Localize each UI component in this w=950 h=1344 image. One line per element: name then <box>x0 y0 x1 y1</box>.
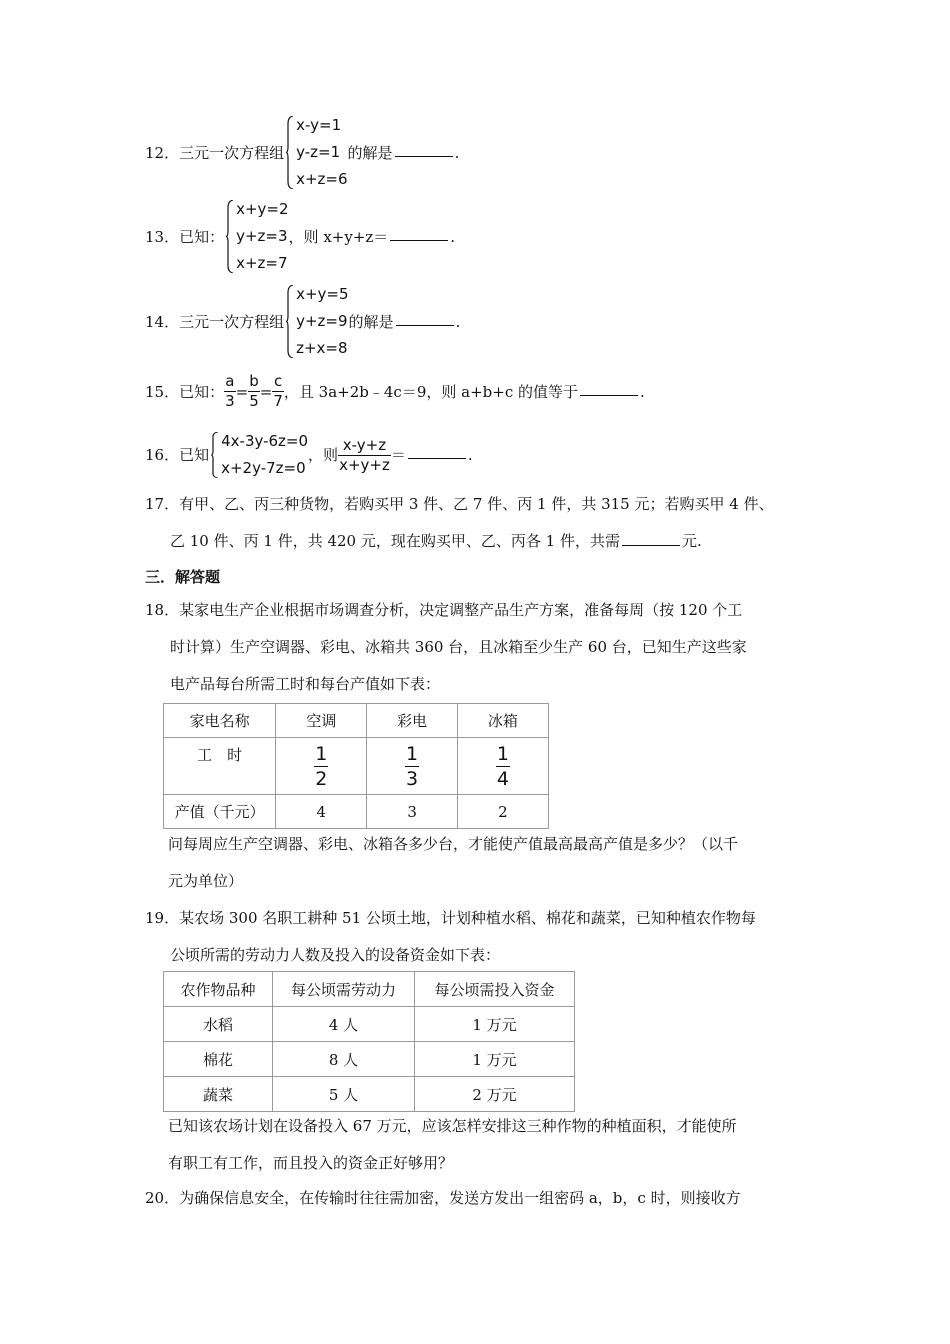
table-row-label: 产值（千元） <box>164 795 276 829</box>
question-12 <box>145 112 459 193</box>
q14-text: 三元一次方程组 <box>179 312 285 331</box>
q16-number: 16． <box>145 446 180 464</box>
q13-number: 13． <box>145 227 180 246</box>
q19-line-1: 19．某农场 300 名职工耕种 51 公顷土地，计划种植水稻、棉花和蔬菜，已知种植农作物每 <box>145 909 756 927</box>
table-cell: 蔬菜 <box>164 1077 273 1112</box>
table-cell: $\frac{1}{2}$ <box>276 738 367 795</box>
q15-answer-blank[interactable] <box>580 379 638 396</box>
table-header: 空调 <box>276 704 367 738</box>
q16-mid: ，则 <box>308 446 339 464</box>
q15-text: 已知： <box>179 382 225 401</box>
q15-frac-b: $\frac{b}{5}$ <box>249 372 259 410</box>
table-cell: 3 <box>367 795 457 829</box>
q19-note-line-1: 已知该农场计划在设备投入 67 万元，应该怎样安排这三种作物的种植面积，才能使所 <box>168 1117 737 1135</box>
q16-answer-blank[interactable] <box>408 442 466 459</box>
section-heading: 三．解答题 <box>145 568 221 586</box>
q19-line-2: 公顷所需的劳动力人数及投入的设备资金如下表： <box>170 946 501 964</box>
q13-equation-system <box>226 196 288 277</box>
q16-eq-2: x+2y-7z=0 <box>221 459 306 477</box>
q12-eq-1: x-y=1 <box>296 116 342 134</box>
q15-frac-a: $\frac{a}{3}$ <box>225 372 235 410</box>
table-header: 农作物品种 <box>164 972 273 1007</box>
q15-frac-c: $\frac{c}{7}$ <box>273 372 283 410</box>
table-cell: 8 人 <box>273 1042 415 1077</box>
q14-answer-blank[interactable] <box>396 309 454 326</box>
q12-eq-2: y-z=1 <box>296 143 341 161</box>
q12-eq-3: x+z=6 <box>296 170 348 188</box>
q16-text: 已知 <box>179 446 210 464</box>
q12-after: 的解是 <box>347 143 393 162</box>
q18-line-3: 电产品每台所需工时和每台产值如下表： <box>170 675 441 693</box>
q17-answer-blank[interactable] <box>622 529 680 546</box>
q16-end: . <box>467 446 473 464</box>
q18-note <box>168 826 813 900</box>
q16-after: ＝ <box>390 446 406 464</box>
table-cell: 水稻 <box>164 1007 273 1042</box>
table-cell: 1 万元 <box>415 1042 575 1077</box>
q17-line-1: 17．有甲、乙、丙三种货物，若购买甲 3 件、乙 7 件、丙 1 件，共 315 元；若购买甲 4 件、 <box>145 495 774 513</box>
q12-end: . <box>454 143 460 162</box>
q15-number: 15． <box>145 382 180 401</box>
table-row-label: 工 时 <box>164 738 276 795</box>
question-16 <box>145 428 473 482</box>
q16-fraction: $\frac{x-y+z}{x+y+z}$ <box>339 435 390 474</box>
q15-end: . <box>639 382 645 401</box>
table-cell: 棉花 <box>164 1042 273 1077</box>
table-header: 彩电 <box>367 704 457 738</box>
q14-eq-3: z+x=8 <box>296 339 348 357</box>
q13-text: 已知： <box>179 227 225 246</box>
q14-eq-2: y+z=9 <box>296 312 348 330</box>
left-brace-icon <box>286 116 294 189</box>
q19-note <box>168 1108 813 1182</box>
left-brace-icon <box>226 200 234 273</box>
q19-note-line-2: 有职工有工作，而且投入的资金正好够用？ <box>168 1154 454 1172</box>
q18-line-2: 时计算）生产空调器、彩电、冰箱共 360 台，且冰箱至少生产 60 台，已知生产这些家 <box>170 638 747 656</box>
table-cell: 4 <box>276 795 367 829</box>
question-14 <box>145 281 460 362</box>
question-19 <box>145 900 810 974</box>
table-header: 每公顷需劳动力 <box>273 972 415 1007</box>
question-18 <box>145 592 810 703</box>
q13-eq-2: y+z=3 <box>236 227 288 245</box>
table-header: 家电名称 <box>164 704 276 738</box>
question-15: 15．已知： $\frac{a}{3}$ = $\frac{b}{5}$ = $\frac{c}{7}$ ，且 3a+2b﹣4c＝9，则 a+b+c 的值等于 . <box>145 372 645 410</box>
table-cell: 5 人 <box>273 1077 415 1112</box>
q15-after: ，且 3a+2b﹣4c＝9，则 a+b+c 的值等于 <box>283 382 578 401</box>
left-brace-icon <box>211 432 219 478</box>
q14-eq-1: x+y=5 <box>296 285 349 303</box>
table-cell: 2 万元 <box>415 1077 575 1112</box>
question-13 <box>145 196 455 277</box>
q17-line-2: 乙 10 件、丙 1 件，共 420 元，现在购买甲、乙、丙各 1 件，共需 元. <box>145 523 810 560</box>
q14-number: 14． <box>145 312 180 331</box>
q13-answer-blank[interactable] <box>390 224 448 241</box>
q16-eq-1: 4x-3y-6z=0 <box>221 432 309 450</box>
q12-answer-blank[interactable] <box>395 140 453 157</box>
q13-eq-3: x+z=7 <box>236 254 288 272</box>
table-cell: 1 万元 <box>415 1007 575 1042</box>
table-cell: $\frac{1}{3}$ <box>367 738 457 795</box>
q18-line-1: 18．某家电生产企业根据市场调查分析，决定调整产品生产方案，准备每周（按 120 个工 <box>145 601 743 619</box>
table-header: 冰箱 <box>457 704 548 738</box>
q19-table <box>163 971 575 1112</box>
q18-table <box>163 703 549 829</box>
q12-equation-system <box>286 112 347 193</box>
q14-equation-system <box>286 281 348 362</box>
q18-note-line-2: 元为单位） <box>168 872 244 890</box>
table-header: 每公顷需投入资金 <box>415 972 575 1007</box>
question-17 <box>145 486 810 560</box>
q16-equation-system <box>211 428 308 482</box>
q13-after: ，则 x+y+z＝ <box>288 227 389 246</box>
q13-eq-1: x+y=2 <box>236 200 289 218</box>
q13-end: . <box>450 227 456 246</box>
q12-text: 三元一次方程组 <box>179 143 285 162</box>
left-brace-icon <box>286 285 294 358</box>
q12-number: 12． <box>145 143 180 162</box>
q20-line-1: 20．为确保信息安全，在传输时往往需加密，发送方发出一组密码 a，b，c 时，则接收方 <box>145 1189 741 1207</box>
table-cell: $\frac{1}{4}$ <box>457 738 548 795</box>
q14-after: 的解是 <box>348 312 394 331</box>
q18-note-line-1: 问每周应生产空调器、彩电、冰箱各多少台，才能使产值最高最高产值是多少？（以千 <box>168 835 739 853</box>
question-20 <box>145 1180 810 1217</box>
table-cell: 2 <box>457 795 548 829</box>
q14-end: . <box>455 312 461 331</box>
table-cell: 4 人 <box>273 1007 415 1042</box>
